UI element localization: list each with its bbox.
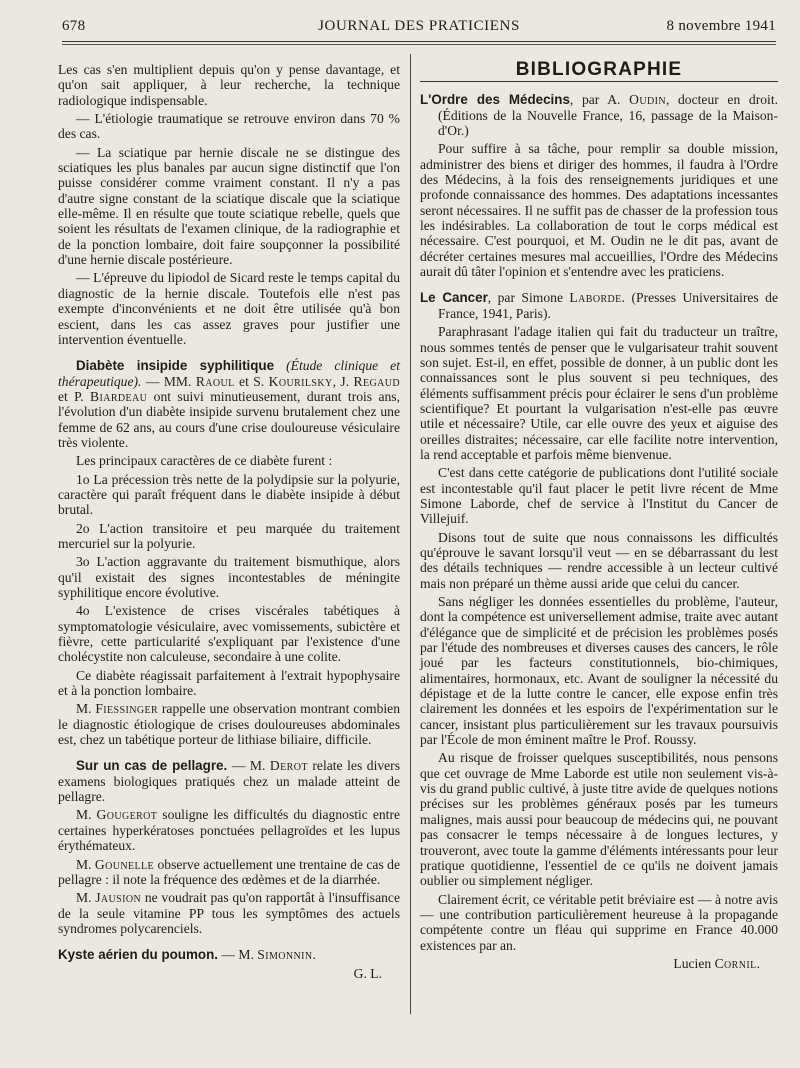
section-heading: BIBLIOGRAPHIE xyxy=(515,59,683,80)
author-name: Cornil xyxy=(714,955,757,971)
author-name: Derot xyxy=(269,758,308,774)
section-subtitle: (Étude clinique et thérapeutique). xyxy=(58,358,400,389)
right-column xyxy=(420,59,778,974)
author-name: Biardeau xyxy=(90,388,148,404)
author-name: Kourilsky xyxy=(268,373,333,389)
list-item: 1o La précession très nette de la polydipsie sur la polyurie, caractère qui paraît fréquent dans le diabète insipide à début brutal. xyxy=(58,471,400,518)
list-item: 2o L'action transitoire et peu marquée du traitement mercuriel sur la polyurie. xyxy=(58,520,400,551)
header-rule-secondary xyxy=(62,44,776,45)
book-title: L'Ordre des Médecins xyxy=(420,92,570,108)
diabete-report: Diabète insipide syphilitique (Étude clinique et thérapeutique). — MM. Raoul et S. Kourilsky, J. Regaud et P. Biardeau ont suivi minutieusement, durant trois ans, l'évolution d'un diabète insipide survenu brutalement chez une femme de 62 ans, au cours d'une crise douloureuse vésiculaire très violente. xyxy=(58,358,400,450)
column-divider xyxy=(410,54,411,1014)
header-rule xyxy=(62,41,776,42)
paragraph: Disons tout de suite que nous connaissons les difficultés qu'éprouve le savant lorsqu'il veut — en se débarrassant du lest des détails techniques — rendre accessible à un lecteur cultivé mais non préparé un thème aussi aride que celui du cancer. xyxy=(420,529,778,591)
paragraph: M. Fiessinger rappelle une observation montrant combien le diagnostic étiologique de crises douloureuses abdominales est, chez un tabétique porteur de lithiase biliaire, difficile. xyxy=(58,701,400,748)
paragraph: — La sciatique par hernie discale ne se distingue des sciatiques les plus banales par aucun signe distinctif que l'on puisse considérer comme vraiment constant. Il n'y a pas d'autre signe constant de la sciatique discale que la sciatique elle-même. Il en résulte que toute sciatique rebelle, quels que soient les résultats de l'examen clinique, de la radiographie et de la ponction lombaire, doit faire soupçonner la possibilité d'une hernie discale postérieure. xyxy=(58,144,400,268)
author-name: Raoul xyxy=(195,373,235,389)
paragraph: Paraphrasant l'adage italien qui fait du traducteur un traître, nous sommes tentés de penser que le vulgarisateur trahit souvent son sujet. Est-il, en effet, possible de donner, à un public dont les connaissances sont le plus souvent si peu techniques, des éléments suffisamment précis pour éclairer le sens d'un problème scientifique? Et pourtant la vulgarisation n'est-elle pas œuvre utile et nécessaire? Utile, car elle ouvre des yeux et aiguise des oreilles distraites; nécessaire, car elle facilite notre intervention, la rend acceptable et parfois même bienvenue. xyxy=(420,324,778,462)
book-title: Le Cancer xyxy=(420,290,488,306)
author-name: Gounelle xyxy=(94,856,155,872)
issue-date: 8 novembre 1941 xyxy=(666,18,776,34)
page-number: 678 xyxy=(62,18,86,34)
paragraph: M. Jausion ne voudrait pas qu'on rapportât à l'insuffisance de la seule vitamine PP tous les symptômes des actuels syndromes polycarenciels. xyxy=(58,890,400,936)
author-name: Gougerot xyxy=(96,807,158,823)
author-name: Jausion xyxy=(95,890,142,906)
author-name: Laborde xyxy=(569,290,622,306)
list-item: 3o L'action aggravante du traitement bismuthique, alors qu'il existait des signes incontestables de méningite syphilitique encore évolutive. xyxy=(58,554,400,600)
page-header xyxy=(62,18,776,42)
paragraph: Pour suffire à sa tâche, pour remplir sa double mission, administrer des biens et diriger des hommes, il faudra à l'Ordre des Médecins, à la fois des renseignements juridiques et une profonde connaissance des hommes. Des adaptations incessantes seront nécessaires. Il ne suffit pas de chasser de la profession tous les indésirables. La collaboration de tout le corps médical est nécessaire. C'est pourquoi, et M. Oudin ne le dit pas, avant de décréter certaines mesures mal accueillies, l'Ordre des Médecins aurait dû tâter l'opinion et s'entendre avec les praticiens. xyxy=(420,141,778,280)
book-entry: Le Cancer, par Simone Laborde. (Presses Universitaires de France, 1941, Paris). xyxy=(420,290,778,321)
paragraph: M. Gounelle observe actuellement une trentaine de cas de pellagre : il note la fréquence des œdèmes et de la diarrhée. xyxy=(58,856,400,887)
kyste-report: Kyste aérien du poumon. — M. Simonnin. xyxy=(58,947,316,963)
paragraph: Les cas s'en multiplient depuis qu'on y pense davantage, et qu'on sait appliquer, à leur recherche, la technique radiologique indispensable. xyxy=(58,62,400,108)
author-name: Fiessinger xyxy=(95,701,159,717)
paragraph: — L'étiologie traumatique se retrouve environ dans 70 % des cas. xyxy=(58,111,400,142)
left-column xyxy=(58,62,400,984)
book-entry: L'Ordre des Médecins, par A. Oudin, docteur en droit. (Éditions de la Nouvelle France, 16, passage de la Maison-d'Or.) xyxy=(420,92,778,139)
section-title: Kyste aérien du poumon. xyxy=(58,947,218,963)
section-title: Sur un cas de pellagre. xyxy=(76,758,228,774)
heading-rule xyxy=(420,81,778,82)
signature: Lucien Cornil. xyxy=(673,955,760,971)
paragraph: Ce diabète réagissait parfaitement à l'extrait hypophysaire et à la ponction lombaire. xyxy=(58,667,400,699)
section-title: Diabète insipide syphilitique xyxy=(76,358,275,374)
signature: G. L. xyxy=(353,965,382,981)
paragraph: M. Gougerot souligne les difficultés du diagnostic entre certaines hyperkératoses ponctuées pellagroïdes et les lupus érythémateux. xyxy=(58,807,400,854)
paragraph: Clairement écrit, ce véritable petit bréviaire est — à notre avis — une contribution particulièrement heureuse à la propagande compétente contre un fléau qui supprime en France 40.000 existences par an. xyxy=(420,891,778,953)
paragraph: — L'épreuve du lipiodol de Sicard reste le temps capital du diagnostic de la hernie discale. Toutefois elle n'est pas exempte d'inconvénients et ne doit être utilisée qu'à bon escient, dans les cas assez graves pour justifier une intervention éventuelle. xyxy=(58,270,400,347)
paragraph: Au risque de froisser quelques susceptibilités, nous pensons que cet ouvrage de Mme Laborde est utile non seulement vis-à-vis du grand public cultivé, à juste titre avide de quelques notions précises sur les problèmes généraux posés par les tumeurs malignes, mais aussi pour beaucoup de médecins qui, ne pouvant pas consacrer le temps nécessaire à de longues lectures, y trouveront, avec toute la gamme d'éléments intéressants pour leur pratique quotidienne, l'essentiel de ce qu'ils ne doivent jamais oublier ou simplement négliger. xyxy=(420,750,778,889)
author-name: Regaud xyxy=(353,373,400,389)
paragraph: Sans négliger les données essentielles du problème, l'auteur, dont la compétence est universellement admise, traite avec autant d'élégance que de simplicité et de précision les problèmes posés par l'étude des nombreuses et diverses causes des cancers, le rôle joué par les facteurs constitutionnels, bio-chimiques, alimentaires, hormonaux, etc. Avant de souligner la nécessité du dépistage et de la lutte contre le cancer, elle expose enfin très clairement les données et les espoirs de l'expérimentation sur le cancer, insistant plus particulièrement sur les travaux poursuivis par l'École de mon éminent maître le Prof. Roussy. xyxy=(420,594,778,748)
paragraph: Les principaux caractères de ce diabète furent : xyxy=(76,453,333,469)
journal-title: JOURNAL DES PRATICIENS xyxy=(318,18,520,34)
author-name: Simonnin xyxy=(257,947,313,963)
list-item: 4o L'existence de crises viscérales tabétiques à symptomatologie vésiculaire, avec vomissements, subictère et fièvre, cette particularité s'expliquant par l'existence d'une cholécystite non calculeuse, secondaire à une colite. xyxy=(58,603,400,665)
paragraph: C'est dans cette catégorie de publications dont l'utilité sociale est incontestable qu'il faut placer le petit livre récent de Mme Simone Laborde, chef de service à l'Institut du Cancer de Villejuif. xyxy=(420,465,778,527)
author-name: Oudin xyxy=(629,92,666,108)
pellagre-report: Sur un cas de pellagre. — M. Derot relate les divers examens biologiques pratiqués chez un malade atteint de pellagre. xyxy=(58,758,400,805)
